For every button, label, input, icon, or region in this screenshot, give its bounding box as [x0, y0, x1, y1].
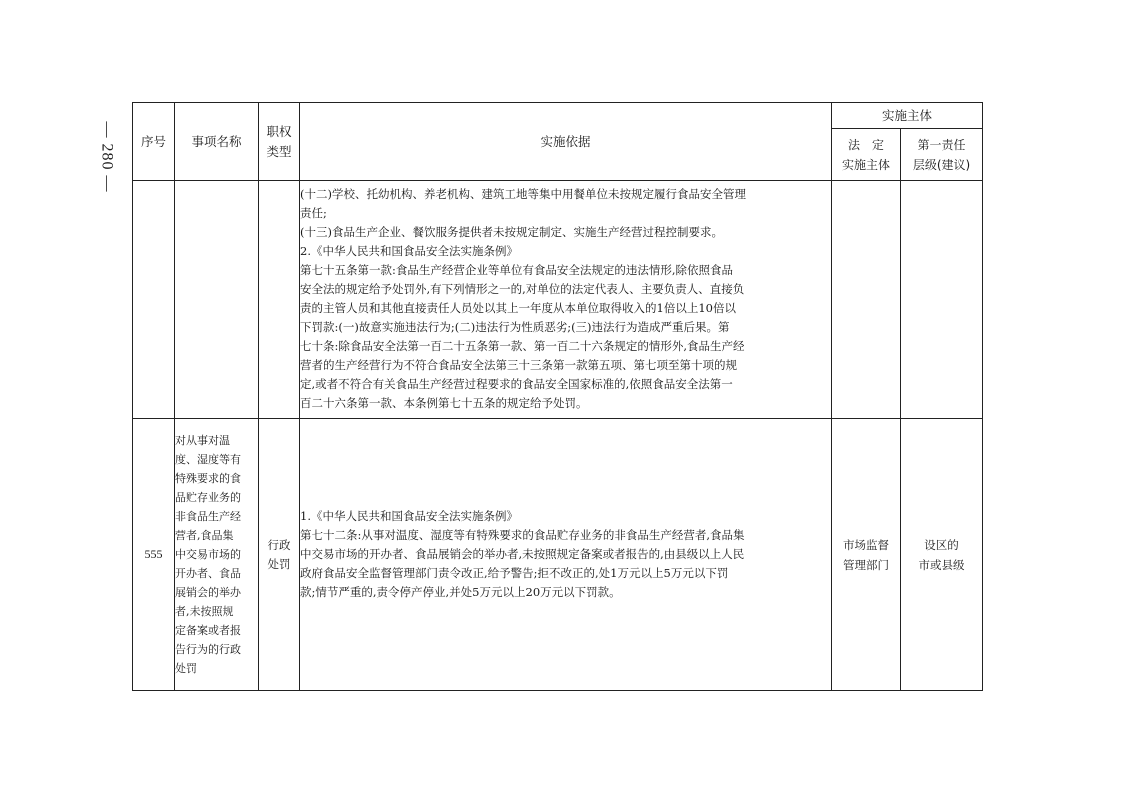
- basis-line: 安全法的规定给予处罚外,有下列情形之一的,对单位的法定代表人、主要负责人、直接负: [300, 282, 745, 296]
- header-legal-entity-line1: 法 定: [847, 137, 884, 152]
- basis-line: (十三)食品生产企业、餐饮服务提供者未按规定制定、实施生产经营过程控制要求。: [300, 225, 723, 239]
- basis-line: 责的主管人员和其他直接责任人员处以其上一年度从本单位取得收入的1倍以上10倍以: [300, 301, 736, 315]
- page-number: [86, 112, 126, 202]
- basis-line: 第七十二条:从事对温度、湿度等有特殊要求的食品贮存业务的非食品生产经营者,食品集: [300, 528, 745, 542]
- authority-type-line2: 处罚: [267, 556, 291, 571]
- item-name-line: 中交易市场的: [175, 548, 241, 561]
- item-name-line: 告行为的行政: [175, 643, 241, 656]
- item-name-line: 展销会的举办: [175, 586, 241, 599]
- page-number-text: — 280 —: [98, 121, 115, 193]
- row1-basis: [300, 181, 832, 419]
- header-authority-type-line2: 类型: [266, 143, 292, 159]
- level-line1: 设区的: [924, 537, 959, 552]
- basis-line: 2.《中华人民共和国食品安全法实施条例》: [300, 244, 518, 258]
- header-seq: 序号: [133, 103, 175, 181]
- row1-seq: [133, 181, 175, 419]
- row1-authority-type: [259, 181, 300, 419]
- item-name-line: 对从事对温: [175, 434, 230, 447]
- basis-line: 七十条:除食品安全法第一百二十五条第一款、第一百二十六条规定的情形外,食品生产经: [300, 339, 745, 353]
- basis-line: 1.《中华人民共和国食品安全法实施条例》: [300, 509, 518, 523]
- item-name-line: 定备案或者报: [175, 624, 241, 637]
- basis-line: 营者的生产经营行为不符合食品安全法第三十三条第一款第五项、第七项至第十项的规: [300, 358, 737, 372]
- basis-line: 定,或者不符合有关食品生产经营过程要求的食品安全国家标准的,依照食品安全法第一: [300, 377, 733, 391]
- level-line2: 市或县级: [918, 557, 965, 572]
- header-authority-type-line1: 职权: [266, 123, 292, 139]
- item-name-line: 品贮存业务的: [175, 491, 241, 504]
- basis-line: 政府食品安全监督管理部门责令改正,给予警告;拒不改正的,处1万元以上5万元以下罚: [300, 566, 729, 580]
- header-first-responsibility: [901, 129, 983, 181]
- basis-line: 第七十五条第一款:食品生产经营企业等单位有食品安全法规定的违法情形,除依照食品: [300, 263, 734, 277]
- header-implementing-entity: 实施主体: [832, 103, 983, 129]
- table-row: [133, 419, 983, 691]
- row2-seq: 555: [133, 419, 175, 691]
- header-legal-entity: [832, 129, 901, 181]
- row1-level: [901, 181, 983, 419]
- header-first-responsibility-line2: 层级(建议): [912, 157, 971, 172]
- item-name-line: 开办者、食品: [175, 567, 241, 580]
- table-row: [133, 181, 983, 419]
- basis-line: (十二)学校、托幼机构、养老机构、建筑工地等集中用餐单位未按规定履行食品安全管理: [300, 187, 746, 201]
- header-basis: 实施依据: [300, 103, 832, 181]
- header-legal-entity-line2: 实施主体: [841, 157, 890, 172]
- basis-line: 责任;: [300, 206, 327, 220]
- legal-entity-line1: 市场监督: [843, 537, 889, 552]
- basis-line: 百二十六条第一款、本条例第七十五条的规定给予处罚。: [300, 396, 588, 410]
- header-item-name: 事项名称: [175, 103, 259, 181]
- header-authority-type: [259, 103, 300, 181]
- legal-entity-line2: 管理部门: [843, 557, 889, 572]
- basis-line: 下罚款:(一)故意实施违法行为;(二)违法行为性质恶劣;(三)违法行为造成严重后果。第: [300, 320, 730, 334]
- row2-basis: [300, 419, 832, 691]
- item-name-line: 者,未按照规: [175, 605, 234, 618]
- item-name-line: 度、湿度等有: [175, 453, 241, 466]
- item-name-line: 特殊要求的食: [175, 472, 241, 485]
- authority-type-line1: 行政: [267, 537, 291, 552]
- row2-authority-type: [259, 419, 300, 691]
- row1-item-name: [175, 181, 259, 419]
- item-name-line: 营者,食品集: [175, 529, 234, 542]
- item-name-line: 非食品生产经: [175, 510, 241, 523]
- row2-legal-entity: [832, 419, 901, 691]
- header-first-responsibility-line1: 第一责任: [917, 137, 966, 152]
- row2-level: [901, 419, 983, 691]
- row1-legal-entity: [832, 181, 901, 419]
- item-name-line: 处罚: [175, 662, 197, 675]
- basis-line: 款;情节严重的,责令停产停业,并处5万元以上20万元以下罚款。: [300, 585, 621, 599]
- basis-line: 中交易市场的开办者、食品展销会的举办者,未按照规定备案或者报告的,由县级以上人民: [300, 547, 745, 561]
- row2-item-name: [175, 419, 259, 691]
- enforcement-table: [132, 102, 983, 691]
